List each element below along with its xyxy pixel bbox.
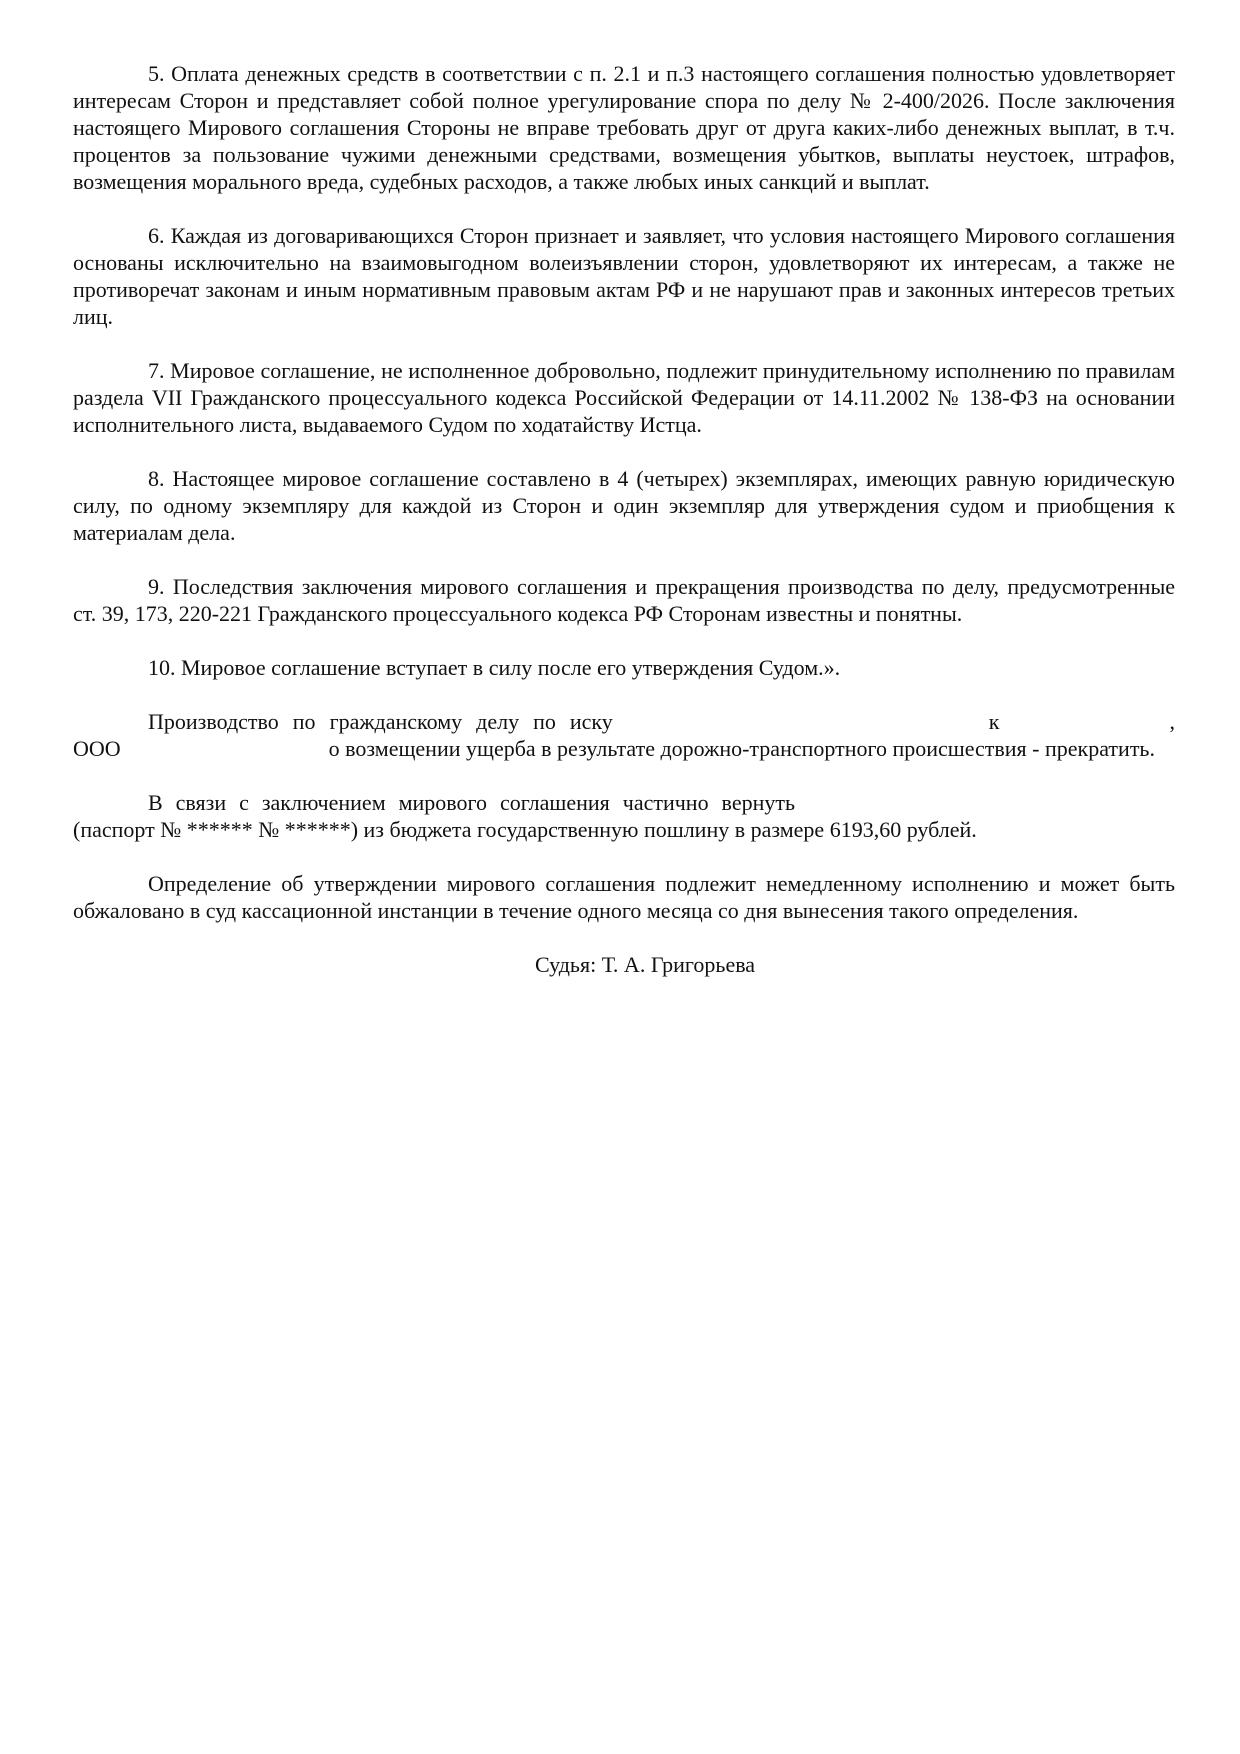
- document-body: [73, 60, 1175, 1000]
- paragraph-item-8: 8. Настоящее мировое соглашение составлено в 4 (четырех) экземплярах, имеющих равную юридическую силу, по одному экземпляру для каждой из Сторон и один экземпляр для утверждения судом и приобщения к материалам дела.: [73, 466, 1175, 545]
- termination-text-part4: о возмещении ущерба в результате дорожно-транспортного происшествия - прекратить.: [328, 736, 1155, 761]
- paragraph-refund: [73, 789, 1175, 843]
- refund-text-part2: (паспорт № ****** № ******) из бюджета государственную пошлину в размере 6193,60 рублей.: [73, 817, 977, 842]
- paragraph-item-7: 7. Мировое соглашение, не исполненное добровольно, подлежит принудительному исполнению по правилам раздела VII Гражданского процессуального кодекса Российской Федерации от 14.11.2002 № 138-ФЗ на основании исполнительного листа, выдаваемого Судом по ходатайству Истца.: [73, 358, 1175, 437]
- paragraph-item-9: 9. Последствия заключения мирового соглашения и прекращения производства по делу, предусмотренные ст. 39, 173, 220-221 Гражданского процессуального кодекса РФ Сторонам известны и понятны.: [73, 574, 1175, 626]
- paragraph-item-6: 6. Каждая из договаривающихся Сторон признает и заявляет, что условия настоящего Мирового соглашения основаны исключительно на взаимовыгодном волеизъявлении сторон, удовлетворяют их интересам, а также не противоречат законам и иным нормативным правовым актам РФ и не нарушают прав и законных интересов третьих лиц.: [73, 223, 1175, 329]
- paragraph-termination: [73, 708, 1175, 762]
- paragraph-item-10: 10. Мировое соглашение вступает в силу после его утверждения Судом.».: [148, 655, 841, 680]
- paragraph-appeal: Определение об утверждении мирового соглашения подлежит немедленному исполнению и может быть обжаловано в суд кассационной инстанции в течение одного месяца со дня вынесения такого определения.: [73, 871, 1175, 923]
- paragraph-item-5: 5. Оплата денежных средств в соответствии с п. 2.1 и п.3 настоящего соглашения полностью удовлетворяет интересам Сторон и представляет собой полное урегулирование спора по делу № 2-400/2026. После заключения настоящего Мирового соглашения Стороны не вправе требовать друг от друга каких-либо денежных выплат, в т.ч. процентов за пользование чужими денежными средствами, возмещения убытков, выплаты неустоек, штрафов, возмещения морального вреда, судебных расходов, а также любых иных санкций и выплат.: [73, 61, 1175, 194]
- termination-text-part1: Производство по гражданскому делу по иску: [148, 709, 613, 734]
- judge-signature: Судья: Т. А. Григорьева: [535, 952, 756, 977]
- refund-text-part1: В связи с заключением мирового соглашения частично вернуть: [148, 790, 795, 815]
- termination-text-part2: к: [988, 709, 1000, 734]
- termination-text-part3: , ООО: [73, 709, 1175, 761]
